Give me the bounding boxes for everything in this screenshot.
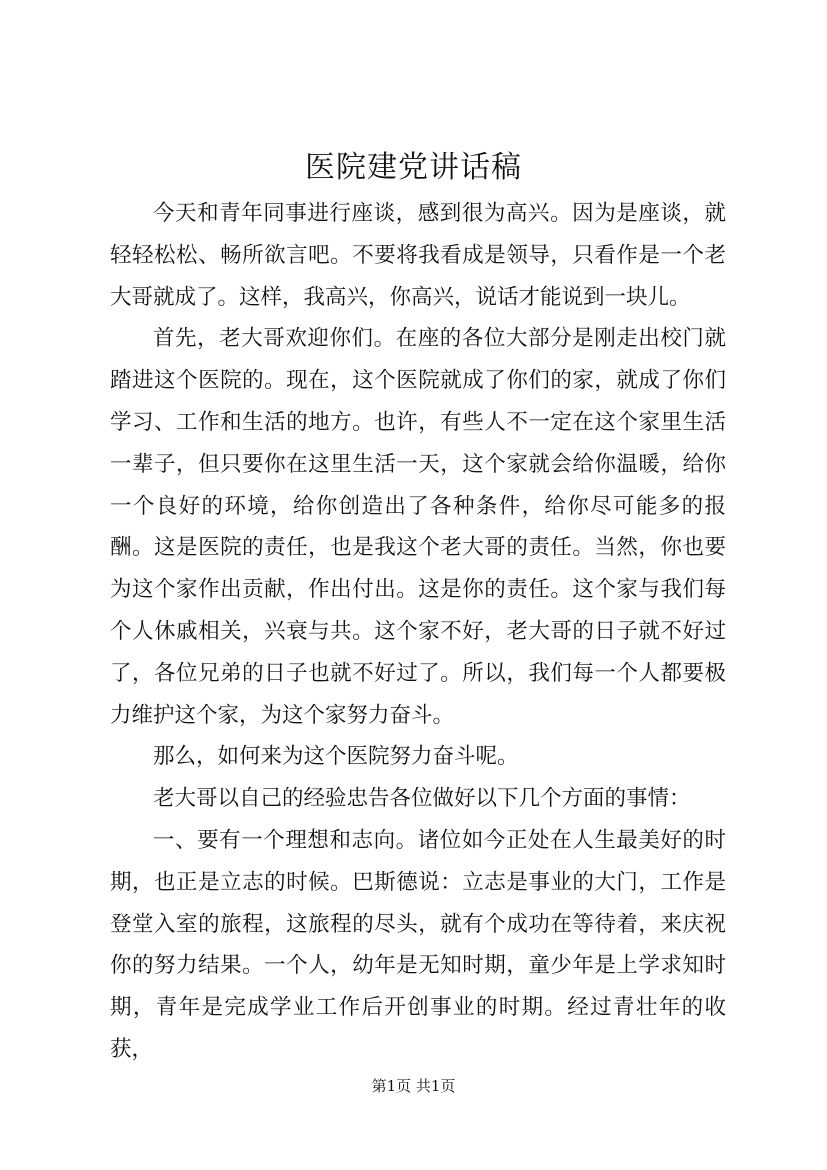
paragraph-5: 一、要有一个理想和志向。诸位如今正处在人生最美好的时期，也正是立志的时候。巴斯德说：立志是事业的大门，工作是登堂入室的旅程，这旅程的尽头，就有个成功在等待着，来庆祝你的努力结果。一个人，幼年是无知时期，童少年是上学求知时期，青年是完成学业工作后开创事业的时期。经过青壮年的收获，	[110, 827, 726, 1062]
paragraph-2: 首先，老大哥欢迎你们。在座的各位大部分是刚走出校门就踏进这个医院的。现在，这个医院就成了你们的家，就成了你们学习、工作和生活的地方。也许，有些人不一定在这个家里生活一辈子，但只要你在这里生活一天，这个家就会给你温暖，给你一个良好的环境，给你创造出了各种条件，给你尽可能多的报酬。这是医院的责任，也是我这个老大哥的责任。当然，你也要为这个家作出贡献，作出付出。这是你的责任。这个家与我们每个人休戚相关，兴衰与共。这个家不好，老大哥的日子就不好过了，各位兄弟的日子也就不好过了。所以，我们每一个人都要极力维护这个家，为这个家努力奋斗。	[110, 326, 726, 728]
paragraph-3: 那么，如何来为这个医院努力奋斗呢。	[153, 744, 519, 770]
paragraph-1: 今天和青年同事进行座谈，感到很为高兴。因为是座谈，就轻轻松松、畅所欲言吧。不要将我看成是领导，只看作是一个老大哥就成了。这样，我高兴，你高兴，说话才能说到一块儿。	[110, 201, 726, 310]
document-body	[110, 193, 726, 1071]
page-number-footer: 第1页 共1页	[371, 1077, 456, 1095]
document-title: 医院建党讲话稿	[305, 150, 522, 185]
paragraph-4: 老大哥以自己的经验忠告各位做好以下几个方面的事情：	[153, 786, 691, 812]
